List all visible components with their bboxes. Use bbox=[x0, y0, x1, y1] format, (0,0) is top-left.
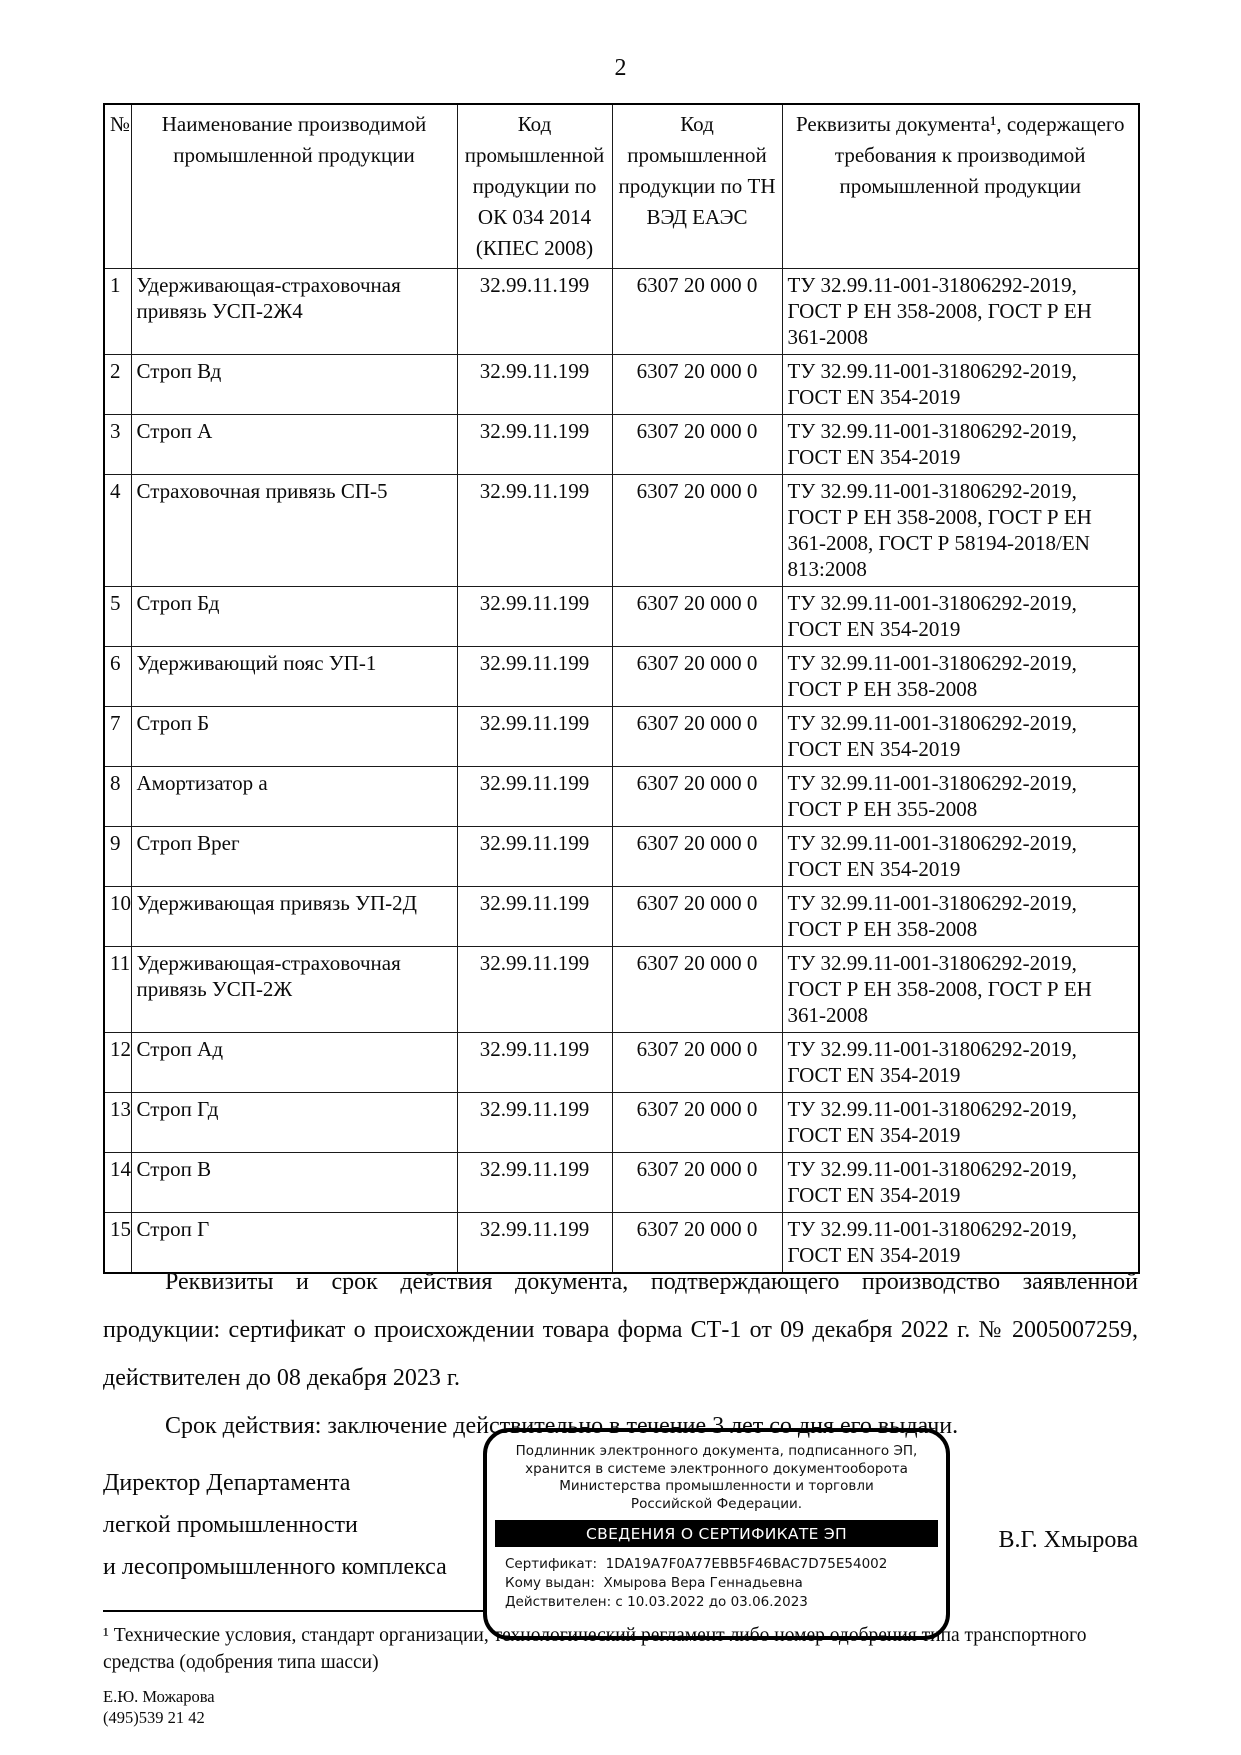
stamp-header-line: хранится в системе электронного документооборота bbox=[525, 1460, 908, 1477]
header-number: № bbox=[104, 104, 131, 269]
cell-documents: ТУ 32.99.11-001-31806292-2019, ГОСТ Р ЕН 358-2008, ГОСТ Р ЕН 361-2008, ГОСТ Р 58194-2018/EN 813:2008 bbox=[782, 475, 1139, 587]
cell-documents: ТУ 32.99.11-001-31806292-2019, ГОСТ EN 354-2019 bbox=[782, 355, 1139, 415]
table-header-row bbox=[104, 104, 1139, 269]
products-table bbox=[103, 103, 1140, 1274]
cell-okpd-code: 32.99.11.199 bbox=[457, 1213, 612, 1274]
cell-tnved-code: 6307 20 000 0 bbox=[612, 1093, 782, 1153]
cell-product-name: Страховочная привязь СП-5 bbox=[131, 475, 457, 587]
cell-tnved-code: 6307 20 000 0 bbox=[612, 947, 782, 1033]
cell-tnved-code: 6307 20 000 0 bbox=[612, 1153, 782, 1213]
table-row bbox=[104, 647, 1139, 707]
cell-row-number: 11 bbox=[104, 947, 131, 1033]
table-row bbox=[104, 707, 1139, 767]
cell-okpd-code: 32.99.11.199 bbox=[457, 269, 612, 355]
cell-tnved-code: 6307 20 000 0 bbox=[612, 707, 782, 767]
cell-okpd-code: 32.99.11.199 bbox=[457, 1093, 612, 1153]
cell-tnved-code: 6307 20 000 0 bbox=[612, 827, 782, 887]
electronic-signature-stamp bbox=[483, 1428, 950, 1640]
cell-documents: ТУ 32.99.11-001-31806292-2019, ГОСТ EN 354-2019 bbox=[782, 415, 1139, 475]
cell-documents: ТУ 32.99.11-001-31806292-2019, ГОСТ Р ЕН 358-2008 bbox=[782, 887, 1139, 947]
cell-row-number: 15 bbox=[104, 1213, 131, 1274]
cell-tnved-code: 6307 20 000 0 bbox=[612, 647, 782, 707]
stamp-valid-field: Действителен: с 10.03.2022 до 03.06.2023 bbox=[505, 1594, 808, 1610]
cell-product-name: Амортизатор а bbox=[131, 767, 457, 827]
cell-tnved-code: 6307 20 000 0 bbox=[612, 269, 782, 355]
cell-okpd-code: 32.99.11.199 bbox=[457, 947, 612, 1033]
table-row bbox=[104, 587, 1139, 647]
cell-documents: ТУ 32.99.11-001-31806292-2019, ГОСТ EN 354-2019 bbox=[782, 827, 1139, 887]
cell-product-name: Удерживающая-страховочная привязь УСП-2Ж bbox=[131, 947, 457, 1033]
cell-tnved-code: 6307 20 000 0 bbox=[612, 475, 782, 587]
table-row bbox=[104, 415, 1139, 475]
cell-okpd-code: 32.99.11.199 bbox=[457, 1153, 612, 1213]
cell-row-number: 9 bbox=[104, 827, 131, 887]
cell-product-name: Строп Г bbox=[131, 1213, 457, 1274]
signatory-position-line: и лесопромышленного комплекса bbox=[103, 1554, 447, 1580]
cell-row-number: 10 bbox=[104, 887, 131, 947]
table-row bbox=[104, 269, 1139, 355]
cell-okpd-code: 32.99.11.199 bbox=[457, 587, 612, 647]
cell-row-number: 13 bbox=[104, 1093, 131, 1153]
cell-tnved-code: 6307 20 000 0 bbox=[612, 767, 782, 827]
table-row bbox=[104, 475, 1139, 587]
cell-documents: ТУ 32.99.11-001-31806292-2019, ГОСТ Р ЕН 355-2008 bbox=[782, 767, 1139, 827]
table-row bbox=[104, 947, 1139, 1033]
cell-product-name: Удерживающая-страховочная привязь УСП-2Ж4 bbox=[131, 269, 457, 355]
table-row bbox=[104, 887, 1139, 947]
cell-okpd-code: 32.99.11.199 bbox=[457, 1033, 612, 1093]
executor-name: Е.Ю. Можарова bbox=[103, 1687, 215, 1706]
cell-row-number: 2 bbox=[104, 355, 131, 415]
cell-documents: ТУ 32.99.11-001-31806292-2019, ГОСТ Р ЕН 358-2008 bbox=[782, 647, 1139, 707]
header-tnved-code: Код промышленной продукции по ТН ВЭД ЕАЭС bbox=[612, 104, 782, 269]
table-row bbox=[104, 1033, 1139, 1093]
header-document-requisites: Реквизиты документа¹, содержащего требования к производимой промышленной продукции bbox=[782, 104, 1139, 269]
cell-product-name: Строп Врег bbox=[131, 827, 457, 887]
stamp-issued-to-field: Кому выдан: Хмырова Вера Геннадьевна bbox=[505, 1575, 803, 1591]
cell-row-number: 8 bbox=[104, 767, 131, 827]
executor-phone: (495)539 21 42 bbox=[103, 1708, 205, 1727]
cell-documents: ТУ 32.99.11-001-31806292-2019, ГОСТ EN 354-2019 bbox=[782, 1093, 1139, 1153]
stamp-certificate-title: СВЕДЕНИЯ О СЕРТИФИКАТЕ ЭП bbox=[495, 1520, 938, 1547]
cell-row-number: 6 bbox=[104, 647, 131, 707]
cell-row-number: 3 bbox=[104, 415, 131, 475]
table-row bbox=[104, 827, 1139, 887]
cell-okpd-code: 32.99.11.199 bbox=[457, 415, 612, 475]
requisites-paragraph: Реквизиты и срок действия документа, подтверждающего производство заявленной продукции: сертификат о происхождении товара форма СТ-1 от 09 декабря 2022 г. № 2005007259, действителен до 08 декабря 2023 г. bbox=[103, 1269, 1138, 1391]
cell-documents: ТУ 32.99.11-001-31806292-2019, ГОСТ Р ЕН 358-2008, ГОСТ Р ЕН 361-2008 bbox=[782, 947, 1139, 1033]
cell-documents: ТУ 32.99.11-001-31806292-2019, ГОСТ EN 354-2019 bbox=[782, 707, 1139, 767]
cell-row-number: 5 bbox=[104, 587, 131, 647]
stamp-certificate-field: Сертификат: 1DA19A7F0A77EBB5F46BAC7D75E54002 bbox=[505, 1556, 888, 1572]
cell-tnved-code: 6307 20 000 0 bbox=[612, 1213, 782, 1274]
cell-row-number: 1 bbox=[104, 269, 131, 355]
table-row bbox=[104, 767, 1139, 827]
footnote-text: ¹ Технические условия, стандарт организации, технологический регламент либо номер одобрения типа транспортного средства (одобрения типа шасси) bbox=[103, 1625, 1087, 1673]
cell-product-name: Строп Вд bbox=[131, 355, 457, 415]
cell-tnved-code: 6307 20 000 0 bbox=[612, 887, 782, 947]
cell-product-name: Удерживающий пояс УП-1 bbox=[131, 647, 457, 707]
cell-okpd-code: 32.99.11.199 bbox=[457, 767, 612, 827]
cell-documents: ТУ 32.99.11-001-31806292-2019, ГОСТ EN 354-2019 bbox=[782, 587, 1139, 647]
cell-product-name: Строп В bbox=[131, 1153, 457, 1213]
cell-tnved-code: 6307 20 000 0 bbox=[612, 1033, 782, 1093]
signatory-position-line: Директор Департамента bbox=[103, 1470, 351, 1496]
page-number: 2 bbox=[614, 55, 627, 81]
cell-product-name: Строп Бд bbox=[131, 587, 457, 647]
cell-product-name: Строп Гд bbox=[131, 1093, 457, 1153]
cell-okpd-code: 32.99.11.199 bbox=[457, 355, 612, 415]
stamp-header-line: Подлинник электронного документа, подписанного ЭП, bbox=[515, 1443, 918, 1459]
footnote-separator bbox=[103, 1610, 483, 1612]
cell-product-name: Строп Ад bbox=[131, 1033, 457, 1093]
signatory-name: В.Г. Хмырова bbox=[998, 1527, 1138, 1553]
cell-okpd-code: 32.99.11.199 bbox=[457, 887, 612, 947]
cell-tnved-code: 6307 20 000 0 bbox=[612, 587, 782, 647]
cell-tnved-code: 6307 20 000 0 bbox=[612, 415, 782, 475]
cell-documents: ТУ 32.99.11-001-31806292-2019, ГОСТ EN 354-2019 bbox=[782, 1213, 1139, 1274]
validity-paragraph: Срок действия: заключение действительно в течение 3 лет со дня его выдачи. bbox=[165, 1413, 959, 1439]
header-okpd-code: Код промышленной продукции по ОК 034 2014 (КПЕС 2008) bbox=[457, 104, 612, 269]
cell-row-number: 7 bbox=[104, 707, 131, 767]
cell-product-name: Строп А bbox=[131, 415, 457, 475]
stamp-header-line: Министерства промышленности и торговли bbox=[559, 1478, 874, 1494]
cell-okpd-code: 32.99.11.199 bbox=[457, 827, 612, 887]
cell-row-number: 14 bbox=[104, 1153, 131, 1213]
table-row bbox=[104, 1093, 1139, 1153]
cell-documents: ТУ 32.99.11-001-31806292-2019, ГОСТ EN 354-2019 bbox=[782, 1153, 1139, 1213]
cell-row-number: 4 bbox=[104, 475, 131, 587]
cell-row-number: 12 bbox=[104, 1033, 131, 1093]
cell-product-name: Удерживающая привязь УП-2Д bbox=[131, 887, 457, 947]
cell-documents: ТУ 32.99.11-001-31806292-2019, ГОСТ EN 354-2019 bbox=[782, 1033, 1139, 1093]
header-product-name: Наименование производимой промышленной продукции bbox=[131, 104, 457, 269]
cell-product-name: Строп Б bbox=[131, 707, 457, 767]
cell-okpd-code: 32.99.11.199 bbox=[457, 707, 612, 767]
cell-okpd-code: 32.99.11.199 bbox=[457, 475, 612, 587]
cell-tnved-code: 6307 20 000 0 bbox=[612, 355, 782, 415]
cell-documents: ТУ 32.99.11-001-31806292-2019, ГОСТ Р ЕН 358-2008, ГОСТ Р ЕН 361-2008 bbox=[782, 269, 1139, 355]
stamp-header-line: Российской Федерации. bbox=[630, 1495, 803, 1512]
table-row bbox=[104, 355, 1139, 415]
signatory-position bbox=[103, 1462, 447, 1588]
product-table-body bbox=[104, 269, 1139, 1274]
body-text bbox=[103, 1258, 1138, 1450]
table-row bbox=[104, 1153, 1139, 1213]
signatory-position-line: легкой промышленности bbox=[103, 1512, 358, 1538]
executor-contact bbox=[103, 1686, 215, 1728]
cell-okpd-code: 32.99.11.199 bbox=[457, 647, 612, 707]
